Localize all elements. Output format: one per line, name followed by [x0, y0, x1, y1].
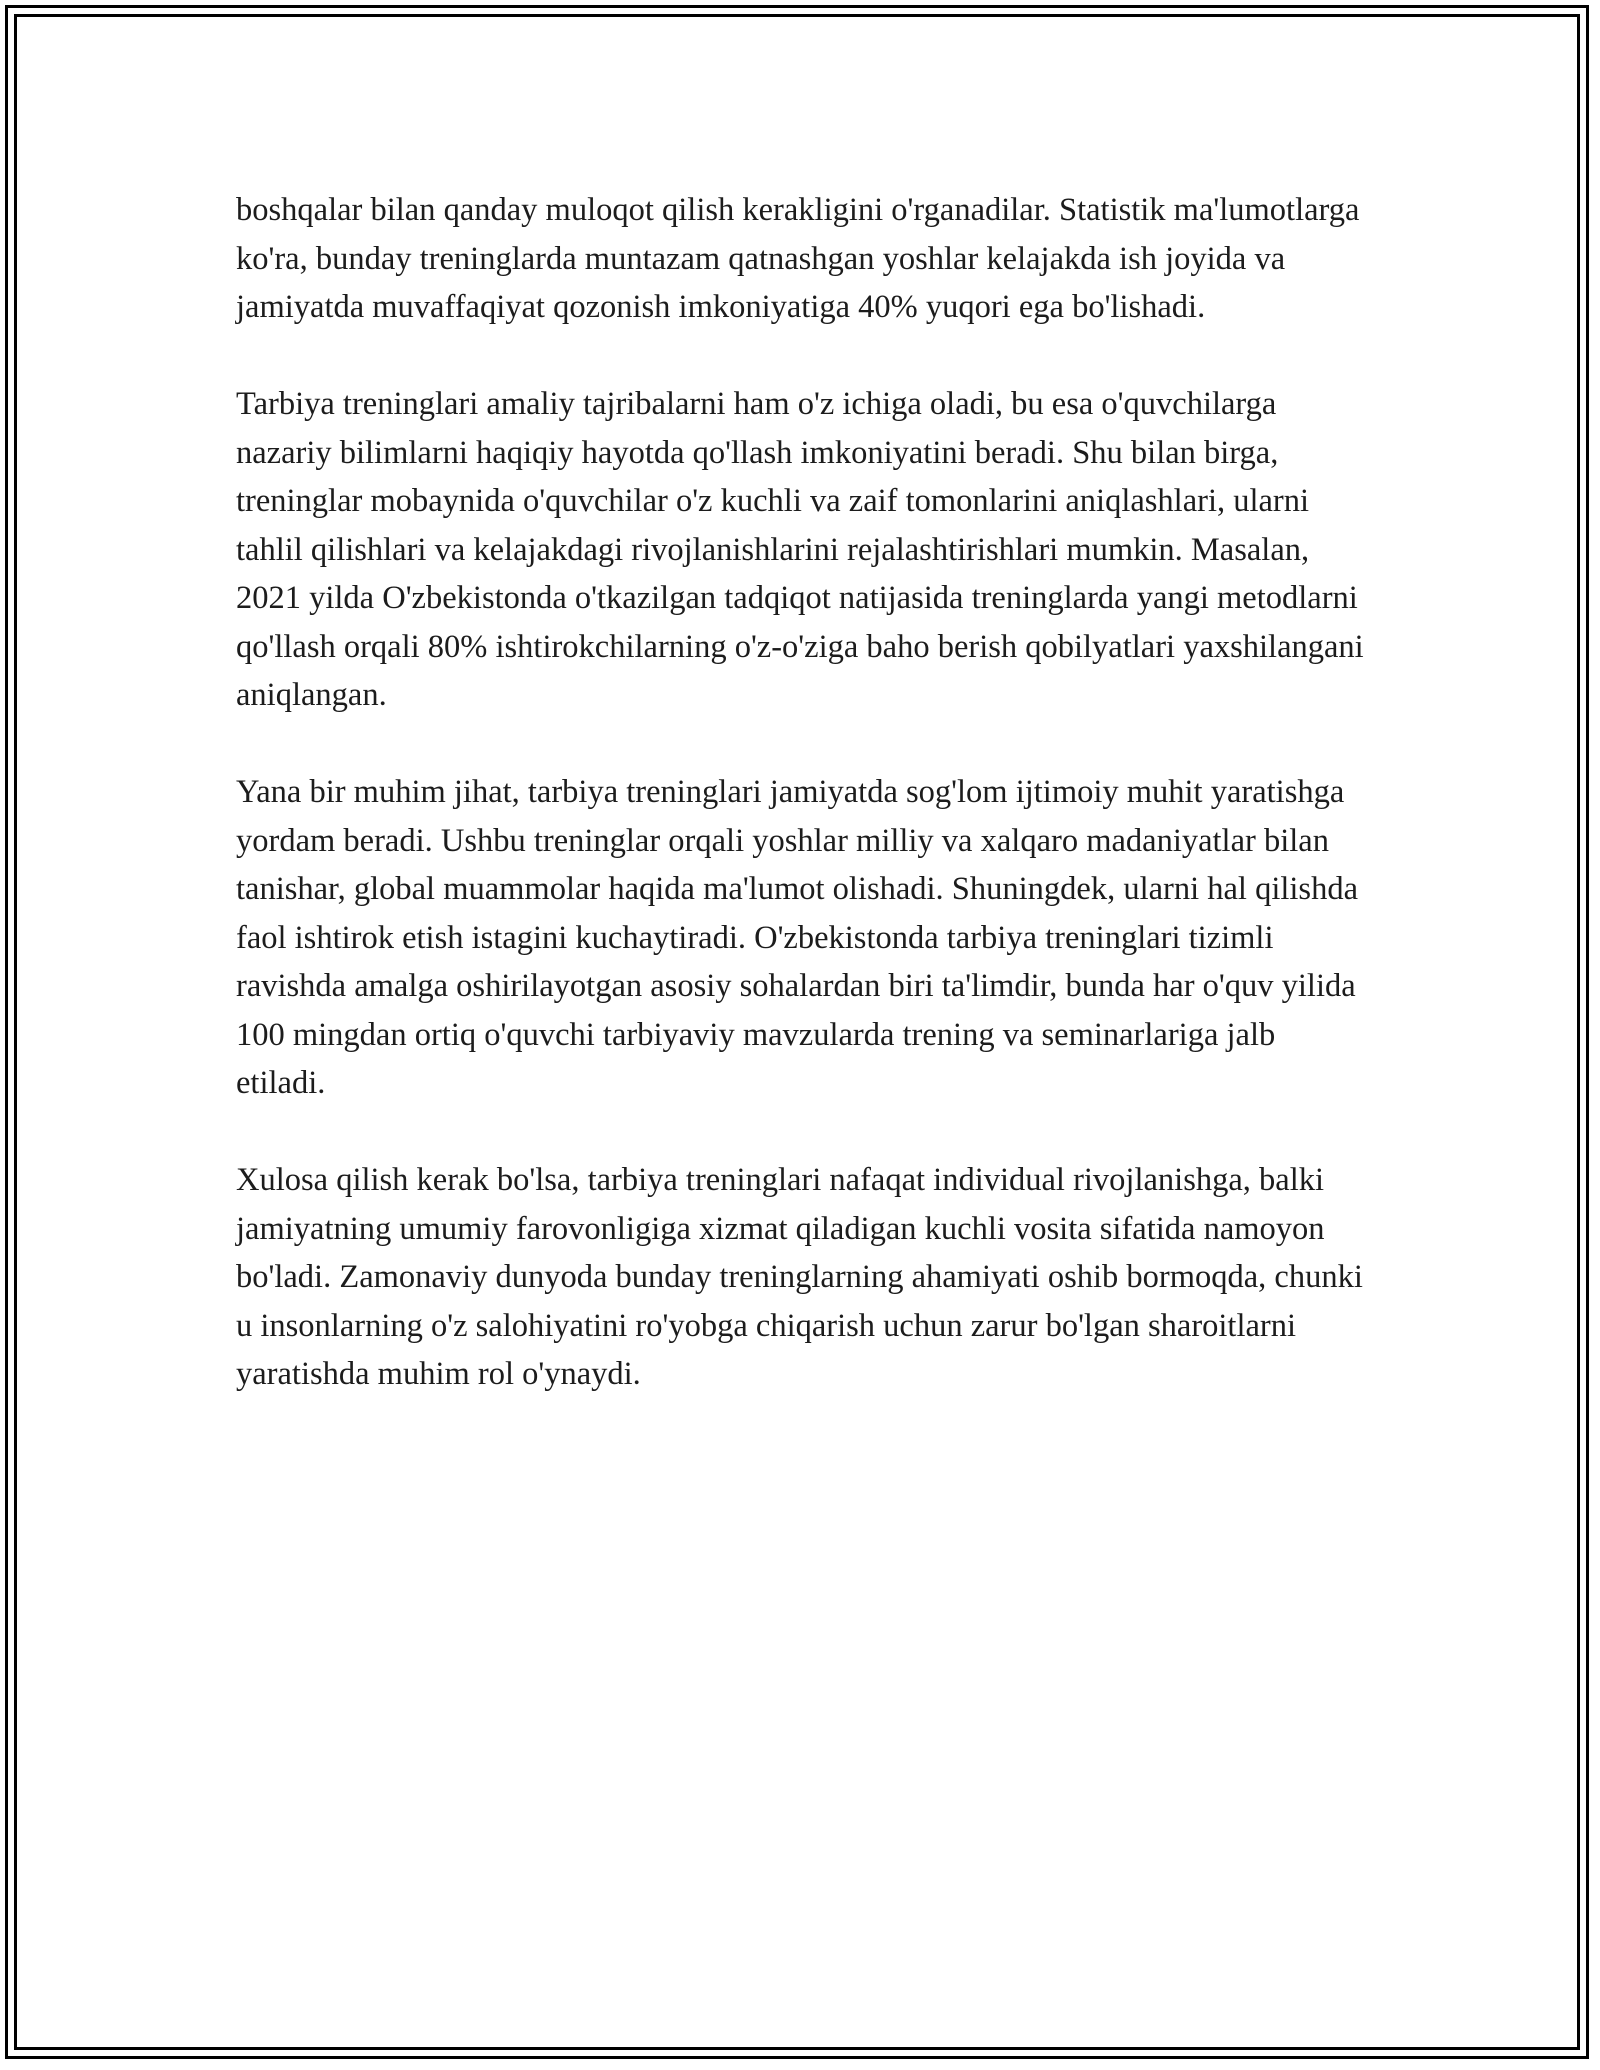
- paragraph-2: Tarbiya treninglari amaliy tajribalarni ham o'z ichiga oladi, bu esa o'quvchilarga nazariy bilimlarni haqiqiy hayotda qo'llash imkoniyatini beradi. Shu bilan birga, treninglar mobaynida o'quvchilar o'z kuchli va zaif tomonlarini aniqlashlari, ularni tahlil qilishlari va kelajakdagi rivojlanishlarini rejalashtirishlari mumkin. Masalan, 2021 yilda O'zbekistonda o'tkazilgan tadqiqot natijasida treninglarda yangi metodlarni qo'llash orqali 80% ishtirokchilarning o'z-o'ziga baho berish qobilyatlari yaxshilangani aniqlangan.: [236, 386, 1364, 713]
- paragraph-3: Yana bir muhim jihat, tarbiya treninglari jamiyatda sog'lom ijtimoiy muhit yaratishga yordam beradi. Ushbu treninglar orqali yoshlar milliy va xalqaro madaniyatlar bilan tanishar, global muammolar haqida ma'lumot olishadi. Shuningdek, ularni hal qilishda faol ishtirok etish istagini kuchaytiradi. O'zbekistonda tarbiya treninglari tizimli ravishda amalga oshirilayotgan asosiy sohalardan biri ta'limdir, bunda har o'quv yilida 100 mingdan ortiq o'quvchi tarbiyaviy mavzularda trening va seminarlariga jalb etiladi.: [236, 774, 1358, 1101]
- paragraph-1: boshqalar bilan qanday muloqot qilish kerakligini o'rganadilar. Statistik ma'lumotlarga ko'ra, bunday treninglarda muntazam qatnashgan yoshlar kelajakda ish joyida va jamiyatda muvaffaqiyat qozonish imkoniyatiga 40% yuqori ega bo'lishadi.: [236, 192, 1360, 325]
- paragraph-4: Xulosa qilish kerak bo'lsa, tarbiya treninglari nafaqat individual rivojlanishga, balki jamiyatning umumiy farovonligiga xizmat qiladigan kuchli vosita sifatida namoyon bo'ladi. Zamonaviy dunyoda bunday treninglarning ahamiyati oshib bormoqda, chunki u insonlarning o'z salohiyatini ro'yobga chiqarish uchun zarur bo'lgan sharoitlarni yaratishda muhim rol o'ynaydi.: [236, 1162, 1363, 1392]
- document-body: [236, 186, 1366, 1399]
